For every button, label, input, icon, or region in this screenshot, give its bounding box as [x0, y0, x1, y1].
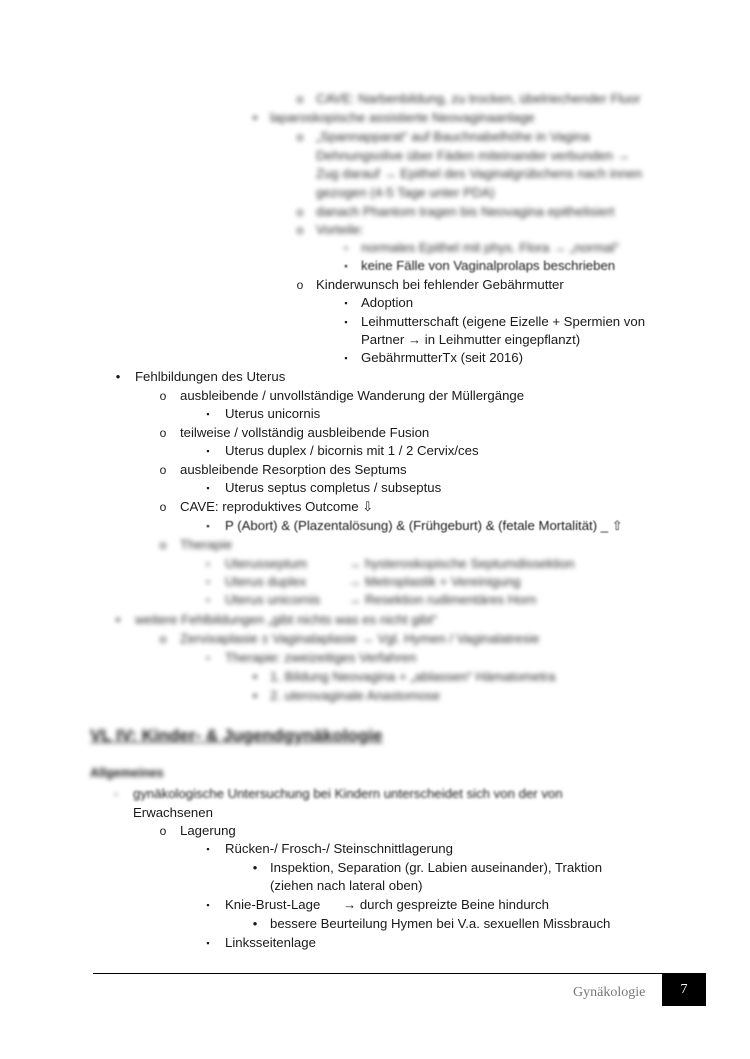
- text-line: danach Phantom tragen bis Neovagina epithelisiert: [316, 204, 615, 219]
- text-line: Inspektion, Separation (gr. Labien auseinander), Traktion: [270, 860, 603, 875]
- text-line: Uterus unicornis: [225, 406, 321, 421]
- text-line: Uterus unicornis: [225, 592, 321, 607]
- text-line: → Resektion rudimentäres Horn: [348, 592, 537, 607]
- bullet-marker: •: [252, 688, 258, 703]
- square-marker: ▪: [344, 261, 348, 271]
- text-line: Uterusseptum: [225, 556, 308, 571]
- bullet-marker: •: [252, 916, 258, 931]
- circle-marker: o: [159, 463, 167, 477]
- bullet-marker: •: [252, 669, 258, 684]
- circle-marker: o: [159, 500, 167, 514]
- text-line: → Metroplastik + Vereinigung: [348, 574, 521, 589]
- text-line: Uterus septus completus / subseptus: [225, 480, 442, 495]
- text-line: Fehlbildungen des Uterus: [135, 369, 286, 384]
- text-line: gynäkologische Untersuchung bei Kindern unterscheidet sich von der von: [133, 786, 563, 801]
- bullet-marker: •: [252, 860, 258, 875]
- circle-marker: o: [159, 824, 167, 838]
- text-line: ausbleibende / unvollständige Wanderung der Müllergänge: [180, 388, 525, 403]
- text-line: GebährmutterTx (seit 2016): [361, 350, 523, 365]
- text-line: gezogen (4-5 Tage unter PDA): [316, 185, 495, 200]
- text-line: weitere Fehlbildungen „gibt nichts was es nicht gibt“: [135, 612, 438, 627]
- text-line: CAVE: Narbenbildung, zu trocken, übelriechender Fluor: [316, 91, 641, 106]
- circle-marker: o: [296, 223, 304, 237]
- square-marker: ▪: [206, 483, 210, 493]
- section-heading: VL IV: Kinder- & Jugendgynäkologie: [90, 726, 383, 745]
- text-line: Rücken-/ Frosch-/ Steinschnittlagerung: [225, 841, 453, 856]
- square-marker: ▪: [206, 446, 210, 456]
- text-line: → durch gespreizte Beine hindurch: [343, 897, 549, 912]
- square-marker: ▪: [206, 577, 210, 587]
- bullet-marker: •: [115, 612, 121, 627]
- circle-marker: o: [159, 632, 167, 646]
- square-marker: ▪: [206, 653, 210, 663]
- circle-marker: o: [159, 538, 167, 552]
- bullet-marker: •: [252, 110, 258, 125]
- text-line: Kinderwunsch bei fehlender Gebährmutter: [316, 277, 564, 292]
- text-line: Zug darauf → Epithel des Vaginalgrübchens nach innen: [316, 166, 642, 181]
- square-marker: ▪: [206, 844, 210, 854]
- square-marker: ▪: [206, 559, 210, 569]
- text-line: Therapie: zweizeitiges Verfahren: [225, 650, 417, 665]
- square-marker: ▪: [344, 353, 348, 363]
- text-line: Linksseitenlage: [225, 935, 316, 950]
- page-number: 7: [662, 974, 706, 1006]
- circle-marker: o: [296, 205, 304, 219]
- square-marker: ▪: [344, 317, 348, 327]
- footer-label: Gynäkologie: [573, 985, 646, 1000]
- square-marker: ▪: [206, 521, 210, 531]
- text-line: 1. Bildung Neovagina + „ablassen“ Hämatometra: [270, 669, 556, 684]
- circle-marker: o: [296, 130, 304, 144]
- text-line: → hysteroskopische Septumdissektion: [348, 556, 575, 571]
- text-line: Adoption: [361, 295, 414, 310]
- text-line: bessere Beurteilung Hymen bei V.a. sexuellen Missbrauch: [270, 916, 611, 931]
- bullet-marker: •: [115, 369, 121, 384]
- text-line: „Spannapparat“ auf Bauchnabelhöhe in Vagina: [316, 129, 590, 144]
- circle-marker: o: [296, 278, 304, 292]
- square-marker: ▪: [206, 938, 210, 948]
- footer-rule: [93, 973, 706, 974]
- text-line: laparoskopische assistierte Neovaginaanlage: [270, 110, 535, 125]
- circle-marker: o: [159, 426, 167, 440]
- subsection-heading: Allgemeines: [90, 766, 164, 780]
- square-marker: ▪: [344, 243, 348, 253]
- circle-marker: o: [296, 92, 304, 106]
- square-marker: ▪: [206, 595, 210, 605]
- text-line: (ziehen nach lateral oben): [270, 878, 423, 893]
- text-line: teilweise / vollständig ausbleibende Fusion: [180, 425, 430, 440]
- text-line: Dehnungsolive über Fäden miteinander verbunden →: [316, 148, 630, 163]
- text-line: ausbleibende Resorption des Septums: [180, 462, 407, 477]
- square-marker: ▪: [206, 900, 210, 910]
- text-line: Zervixaplasie ± Vaginalaplasie → Vgl. Hymen / Vaginalatresie: [180, 631, 540, 646]
- text-line: keine Fälle von Vaginalprolaps beschrieben: [361, 258, 616, 273]
- square-marker: ▪: [206, 409, 210, 419]
- circle-marker: o: [159, 389, 167, 403]
- text-line: Erwachsenen: [133, 805, 213, 820]
- text-line: P (Abort) & (Plazentalösung) & (Frühgeburt) & (fetale Mortalität) _ ⇧: [225, 518, 623, 533]
- dash-marker: -: [113, 786, 119, 801]
- text-line: Partner → in Leihmutter eingepflanzt): [361, 332, 581, 347]
- text-line: CAVE: reproduktives Outcome ⇩: [180, 499, 374, 514]
- text-line: Lagerung: [180, 823, 236, 838]
- text-line: normales Epithel mit phys. Flora → „normal“: [361, 240, 619, 255]
- text-line: Leihmutterschaft (eigene Eizelle + Spermien von: [361, 314, 646, 329]
- text-line: 2. uterovaginale Anastomose: [270, 688, 441, 703]
- text-line: Uterus duplex: [225, 574, 307, 589]
- text-line: Therapie: [180, 537, 233, 552]
- square-marker: ▪: [344, 298, 348, 308]
- text-line: Uterus duplex / bicornis mit 1 / 2 Cervix/ces: [225, 443, 479, 458]
- text-line: Vorteile:: [316, 222, 364, 237]
- text-line: Knie-Brust-Lage: [225, 897, 321, 912]
